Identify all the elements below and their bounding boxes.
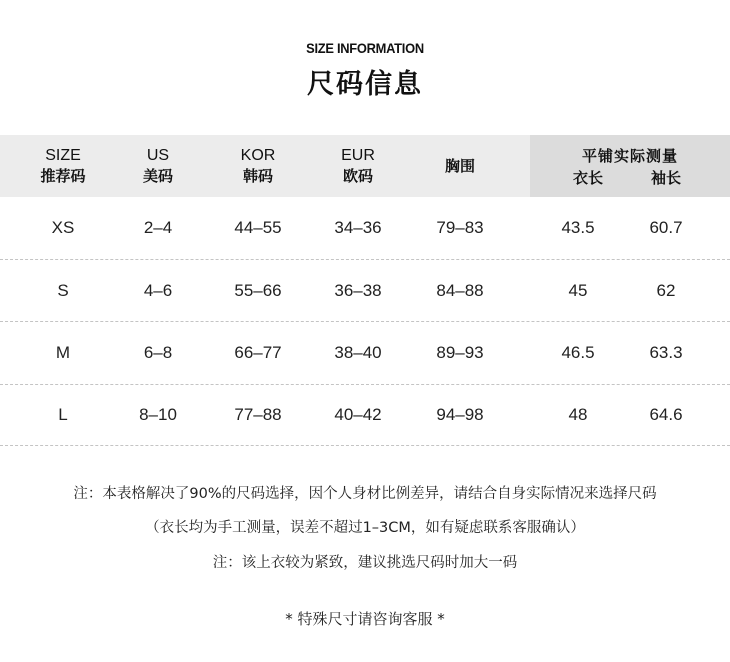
cell-us: 4–6	[143, 281, 173, 300]
note-special-size: * 特殊尺寸请咨询客服 *	[285, 610, 445, 628]
table-row	[0, 260, 730, 322]
header-eur	[318, 135, 398, 197]
cell-length: 48	[568, 405, 588, 424]
cell-length: 43.5	[561, 218, 595, 237]
header-size-en: SIZE	[45, 147, 81, 164]
cell-us: 8–10	[139, 405, 177, 424]
cell-sleeve: 63.3	[649, 343, 683, 362]
cell-sleeve: 62	[656, 281, 676, 300]
title-chinese: 尺码信息	[307, 69, 423, 100]
cell-bust: 84–88	[436, 281, 484, 300]
cell-sleeve: 64.6	[649, 405, 683, 424]
header-bust	[420, 135, 500, 197]
cell-size: S	[57, 281, 69, 300]
cell-kor: 44–55	[234, 218, 282, 237]
header-bust-cn: 胸围	[444, 156, 475, 175]
note-measurement: （衣长均为手工测量，误差不超过1–3CM，如有疑虑联系客服确认）	[145, 520, 585, 536]
row-divider	[0, 445, 730, 446]
header-length: 衣长	[572, 169, 603, 187]
cell-eur: 38–40	[334, 343, 382, 362]
header-us-en: US	[146, 147, 170, 164]
table-row	[0, 322, 730, 384]
header-size	[15, 135, 111, 197]
header-us	[118, 135, 198, 197]
cell-bust: 79–83	[436, 218, 484, 237]
cell-bust: 89–93	[436, 343, 484, 362]
header-kor-en: KOR	[240, 147, 276, 164]
cell-bust: 94–98	[436, 405, 484, 424]
cell-us: 2–4	[143, 218, 173, 237]
header-eur-en: EUR	[341, 147, 375, 164]
cell-kor: 55–66	[234, 281, 282, 300]
cell-kor: 77–88	[234, 405, 282, 424]
table-row	[0, 197, 730, 259]
cell-eur: 34–36	[334, 218, 382, 237]
cell-us: 6–8	[143, 343, 173, 362]
header-sleeve: 袖长	[650, 169, 681, 187]
note-fit-advice: 注：该上衣较为紧致，建议挑选尺码时加大一码	[212, 555, 518, 571]
header-measure-title: 平铺实际测量	[581, 147, 678, 165]
header-size-cn: 推荐码	[40, 167, 86, 185]
cell-length: 46.5	[561, 343, 595, 362]
cell-sleeve: 60.7	[649, 218, 683, 237]
table-row	[0, 384, 730, 446]
cell-eur: 40–42	[334, 405, 382, 424]
cell-size: M	[55, 343, 71, 362]
cell-length: 45	[568, 281, 588, 300]
header-kor-cn: 韩码	[242, 167, 273, 185]
note-size-selection: 注：本表格解决了90%的尺码选择，因个人身材比例差异，请结合自身实际情况来选择尺码	[73, 486, 657, 502]
header-us-cn: 美码	[142, 167, 173, 185]
header-kor	[218, 135, 298, 197]
header-eur-cn: 欧码	[342, 167, 373, 185]
cell-size: L	[58, 405, 68, 424]
cell-eur: 36–38	[334, 281, 382, 300]
title-english: SIZE INFORMATION	[306, 40, 424, 56]
cell-size: XS	[51, 218, 75, 237]
cell-kor: 66–77	[234, 343, 282, 362]
